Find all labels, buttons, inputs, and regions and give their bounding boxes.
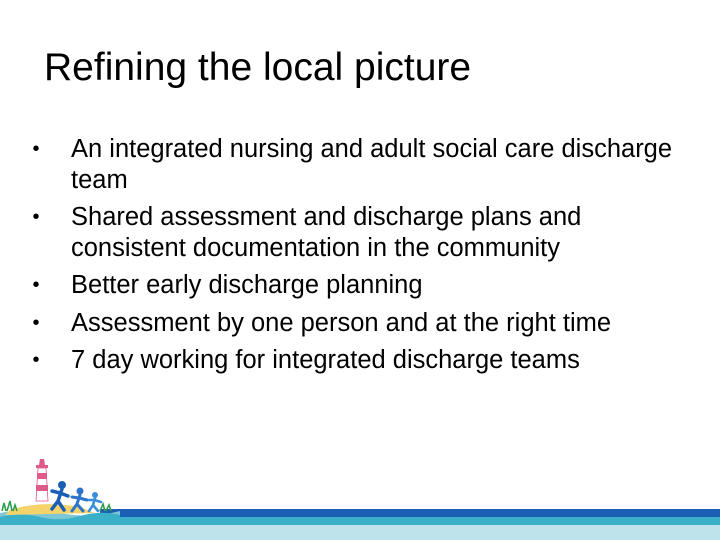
- bullet-dot-icon: •: [32, 274, 40, 296]
- bullet-dot-icon: •: [32, 311, 40, 334]
- bullet-item: [28, 308, 698, 339]
- bullet-list: [28, 134, 698, 383]
- footer-blue-stripe: [100, 509, 720, 517]
- bullet-text: 7 day working for integrated discharge teams: [71, 346, 580, 374]
- bullet-text: An integrated nursing and adult social care discharge team: [71, 135, 673, 194]
- slide-title: Refining the local picture: [44, 46, 472, 89]
- bullet-text: Better early discharge planning: [71, 271, 423, 299]
- bullet-item: [28, 202, 698, 263]
- bullet-item: [28, 270, 698, 301]
- bullet-dot-icon: •: [32, 138, 40, 160]
- bullet-dot-icon: •: [32, 206, 40, 228]
- bullet-item: [28, 345, 698, 376]
- bullet-text: Assessment by one person and at the right time: [71, 308, 612, 337]
- bullet-text: Shared assessment and discharge plans and consistent documentation in the community: [71, 203, 582, 262]
- slide-footer: [0, 455, 720, 540]
- bullet-item: [28, 134, 698, 195]
- bullet-dot-icon: •: [32, 349, 40, 371]
- lighthouse-family-logo-icon: [0, 455, 120, 540]
